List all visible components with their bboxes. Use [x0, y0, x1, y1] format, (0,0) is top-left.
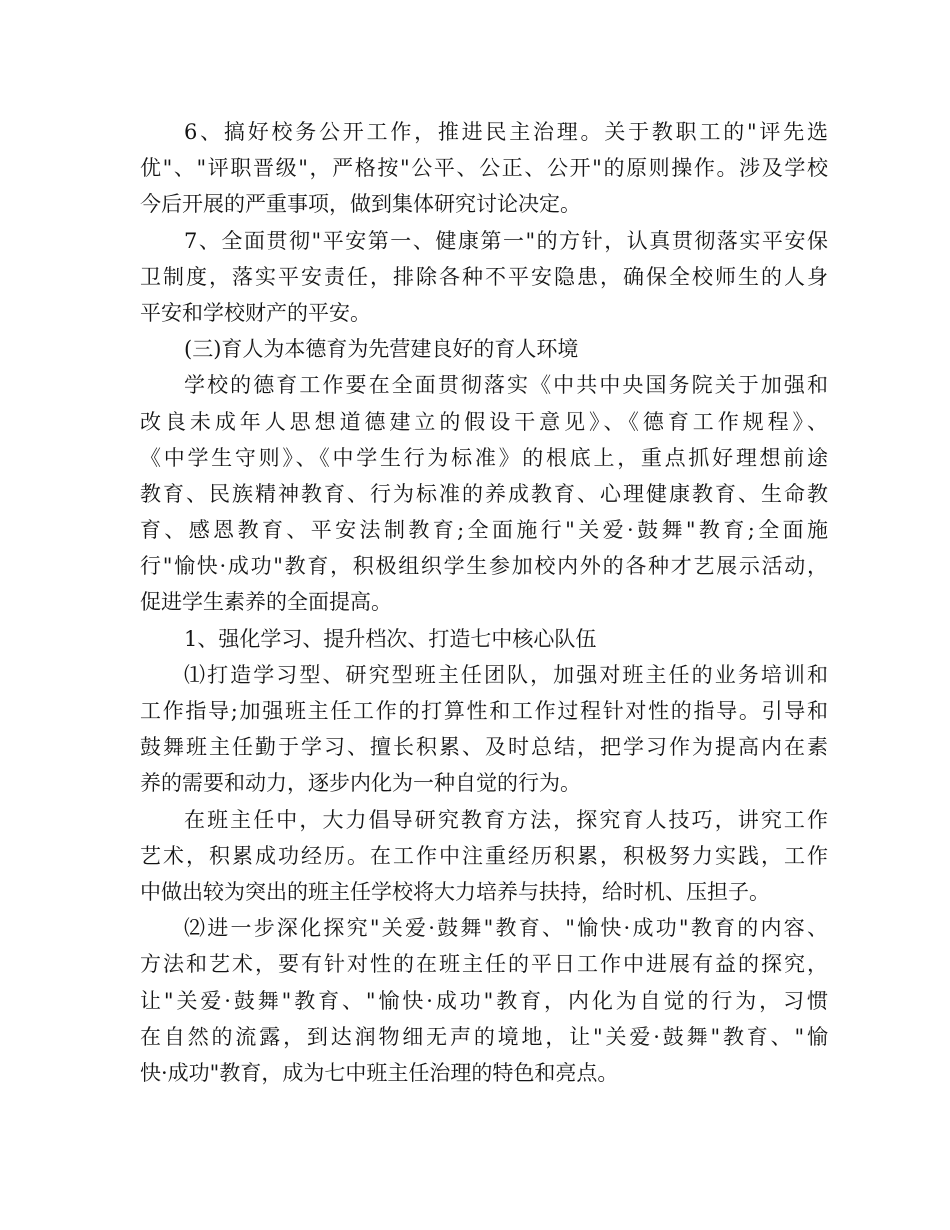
- text-line: 养的需要和动力，逐步内化为一种自觉的行为。: [140, 771, 581, 796]
- text-line: 促进学生素养的全面提高。: [140, 590, 392, 615]
- text-line: 在班主任中，大力倡导研究教育方法，探究育人技巧，讲究工作: [184, 807, 828, 832]
- text-line: 学校的德育工作要在全面贯彻落实《中共中央国务院关于加强和: [184, 373, 828, 398]
- section-heading: (三)育人为本德育为先营建良好的育人环境: [184, 337, 579, 362]
- text-line: 平安和学校财产的平安。: [140, 300, 371, 325]
- subsection-heading: 1、强化学习、提升档次、打造七中核心队伍: [184, 626, 597, 651]
- text-line: 工作指导;加强班主任工作的打算性和工作过程针对性的指导。引导和: [140, 699, 828, 723]
- text-line: 《中学生守则》、《中学生行为标准》的根底上，重点抓好理想前途: [140, 445, 828, 470]
- text-line: 让"关爱·鼓舞"教育、"愉快·成功"教育，内化为自觉的行为，习惯: [140, 988, 828, 1013]
- text-line: 育、感恩教育、平安法制教育;全面施行"关爱·鼓舞"教育;全面施: [140, 518, 828, 543]
- text-line: 7、全面贯彻"平安第一、健康第一"的方针，认真贯彻落实平安保: [184, 228, 828, 253]
- text-line: ⑵进一步深化探究"关爱·鼓舞"教育、"愉快·成功"教育的内容、: [184, 916, 828, 941]
- text-line: 优"、"评职晋级"，严格按"公平、公正、公开"的原则操作。涉及学校: [140, 156, 828, 181]
- text-line: 今后开展的严重事项，做到集体研究讨论决定。: [140, 192, 581, 217]
- text-line: 教育、民族精神教育、行为标准的养成教育、心理健康教育、生命教: [140, 481, 828, 506]
- text-line: 鼓舞班主任勤于学习、擅长积累、及时总结，把学习作为提高内在素: [140, 735, 828, 760]
- text-line: 卫制度，落实平安责任，排除各种不平安隐患，确保全校师生的人身: [140, 264, 828, 289]
- text-line: 方法和艺术，要有针对性的在班主任的平日工作中进展有益的探究，: [140, 952, 828, 977]
- text-line: ⑴打造学习型、研究型班主任团队，加强对班主任的业务培训和: [184, 662, 828, 687]
- text-line: 行"愉快·成功"教育，积极组织学生参加校内外的各种才艺展示活动，: [140, 554, 828, 579]
- text-line: 中做出较为突出的班主任学校将大力培养与扶持，给时机、压担子。: [140, 879, 770, 904]
- document-page: [140, 114, 828, 1091]
- text-line: 改良未成年人思想道德建立的假设干意见》、《德育工作规程》、: [140, 409, 828, 434]
- text-line: 快·成功"教育，成为七中班主任治理的特色和亮点。: [140, 1060, 619, 1085]
- text-line: 在自然的流露，到达润物细无声的境地，让"关爱·鼓舞"教育、"愉: [140, 1024, 828, 1049]
- text-line: 6、搞好校务公开工作，推进民主治理。关于教职工的"评先选: [184, 120, 828, 144]
- text-line: 艺术，积累成功经历。在工作中注重经历积累，积极努力实践，工作: [140, 843, 828, 868]
